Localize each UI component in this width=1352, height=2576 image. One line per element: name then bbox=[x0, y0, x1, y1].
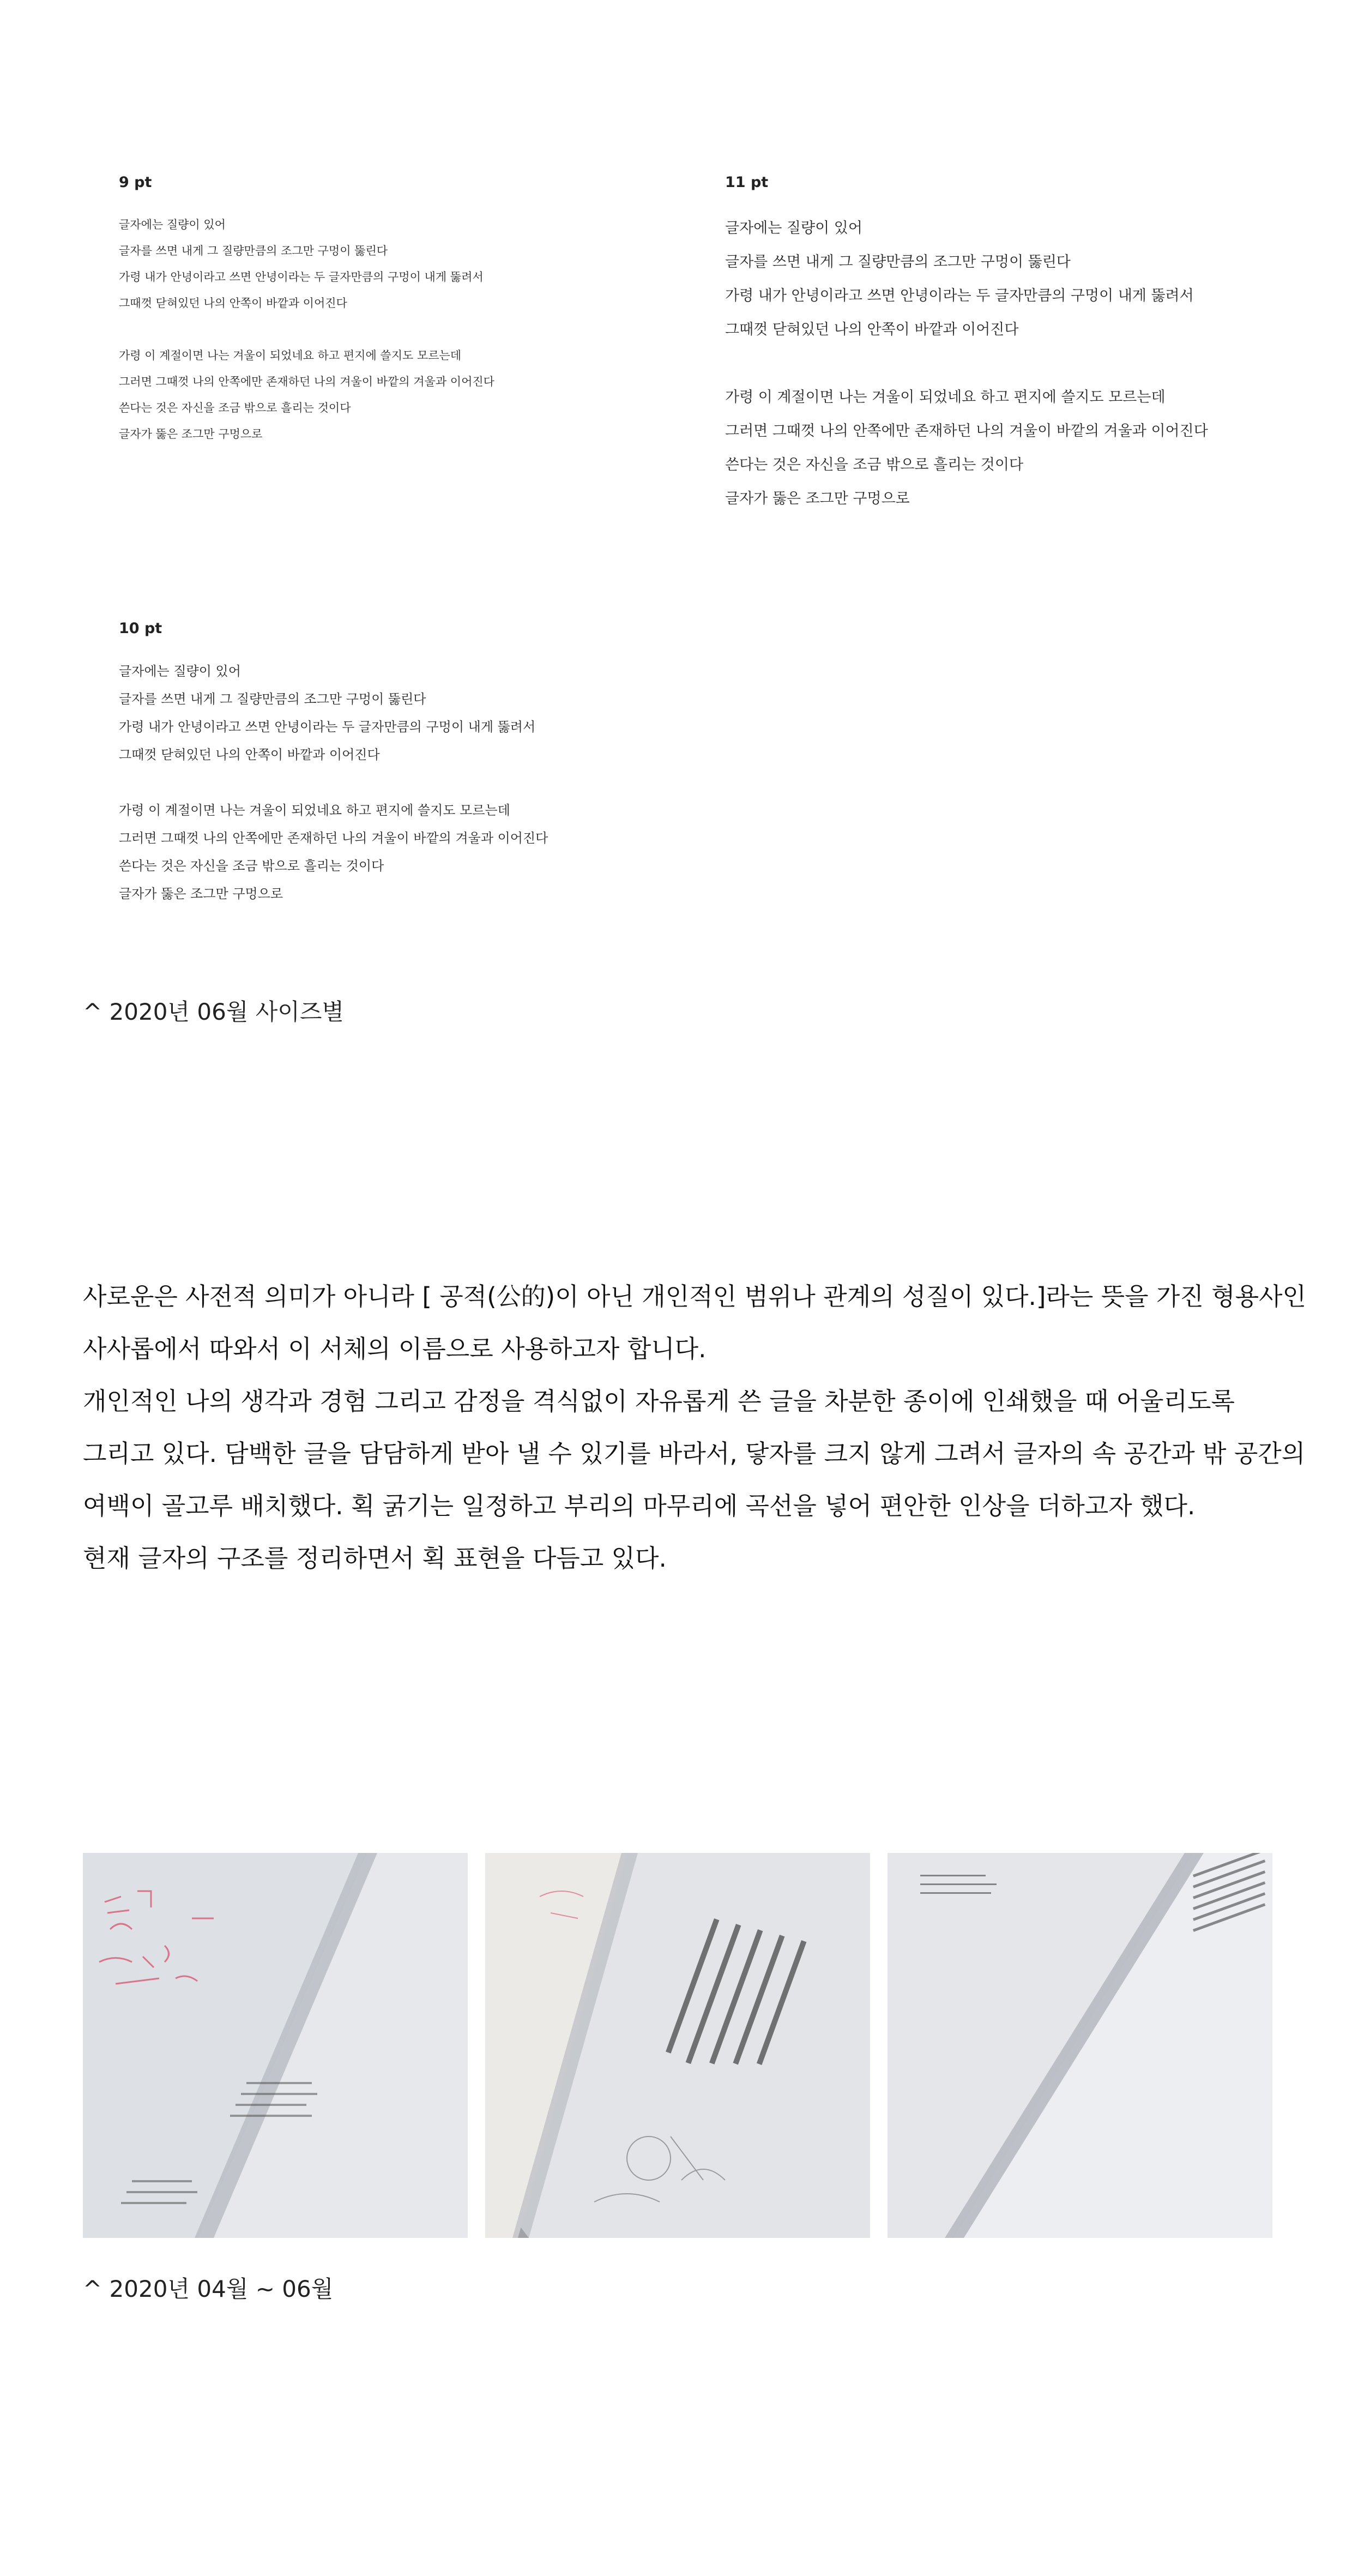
description-line: 현재 글자의 구조를 정리하면서 획 표현을 다듬고 있다. bbox=[83, 1544, 667, 1573]
sample-paragraph-2 bbox=[119, 342, 664, 447]
sample-line: 그러면 그때껏 나의 안쪽에만 존재하던 나의 겨울이 바깥의 겨울과 이어진다 bbox=[725, 423, 1208, 440]
sample-line: 가령 이 계절이면 나는 겨울이 되었네요 하고 편지에 쓸지도 모르는데 bbox=[119, 803, 510, 818]
sample-line: 가령 내가 안녕이라고 쓰면 안녕이라는 두 글자만큼의 구멍이 내게 뚫려서 bbox=[725, 287, 1194, 304]
sample-line: 그때껏 닫혀있던 나의 안쪽이 바깥과 이어진다 bbox=[119, 747, 380, 762]
sample-line: 그러면 그때껏 나의 안쪽에만 존재하던 나의 겨울이 바깥의 겨울과 이어진다 bbox=[119, 375, 494, 388]
sample-line: 글자를 쓰면 내게 그 질량만큼의 조그만 구멍이 뚫린다 bbox=[725, 254, 1071, 270]
sample-line: 그러면 그때껏 나의 안쪽에만 존재하던 나의 겨울이 바깥의 겨울과 이어진다 bbox=[119, 830, 548, 846]
sample-line: 글자를 쓰면 내게 그 질량만큼의 조그만 구멍이 뚫린다 bbox=[119, 691, 426, 707]
sample-size-label: 9 pt bbox=[119, 174, 152, 191]
sample-size-label: 10 pt bbox=[119, 620, 162, 637]
sample-line: 글자가 뚫은 조그만 구멍으로 bbox=[119, 428, 263, 441]
sample-line: 그때껏 닫혀있던 나의 안쪽이 바깥과 이어진다 bbox=[119, 297, 347, 310]
description-line: 그리고 있다. 담백한 글을 담담하게 받아 낼 수 있기를 바라서, 닿자를 크지 않게 그려서 글자의 속 공간과 밖 공간의 bbox=[83, 1439, 1306, 1468]
sample-line: 글자가 뚫은 조그만 구멍으로 bbox=[725, 490, 910, 507]
caption-photos: ^ 2020년 04월 ~ 06월 bbox=[83, 2276, 334, 2302]
sample-line: 가령 내가 안녕이라고 쓰면 안녕이라는 두 글자만큼의 구멍이 내게 뚫려서 bbox=[119, 270, 484, 284]
sample-line: 그때껏 닫혀있던 나의 안쪽이 바깥과 이어진다 bbox=[725, 321, 1019, 338]
sample-paragraph-2 bbox=[119, 797, 719, 908]
description-line: 사사롭에서 따와서 이 서체의 이름으로 사용하고자 합니다. bbox=[83, 1334, 707, 1363]
typeface-description bbox=[83, 1271, 1307, 1585]
description-line: 여백이 골고루 배치했다. 획 굵기는 일정하고 부리의 마무리에 곡선을 넣어 편안한 인상을 더하고자 했다. bbox=[83, 1491, 1196, 1520]
photo-illustration bbox=[888, 1853, 1272, 2238]
type-sample-10pt bbox=[119, 619, 719, 908]
photo-booklet-red-annotations bbox=[83, 1853, 468, 2238]
sample-paragraph-1 bbox=[119, 658, 719, 769]
photo-illustration bbox=[83, 1853, 468, 2238]
sample-line: 가령 이 계절이면 나는 겨울이 되었네요 하고 편지에 쓸지도 모르는데 bbox=[119, 349, 462, 362]
photo-booklet-printed-block bbox=[888, 1853, 1272, 2238]
sample-paragraph-1 bbox=[725, 212, 1270, 347]
sample-line: 글자가 뚫은 조그만 구멍으로 bbox=[119, 886, 283, 901]
sample-paragraph-2 bbox=[725, 381, 1270, 516]
type-sample-11pt bbox=[725, 173, 1270, 516]
sample-line: 쓴다는 것은 자신을 조금 밖으로 흘리는 것이다 bbox=[119, 858, 384, 874]
sample-line: 가령 내가 안녕이라고 쓰면 안녕이라는 두 글자만큼의 구멍이 내게 뚫려서 bbox=[119, 719, 536, 735]
sample-line: 글자를 쓰면 내게 그 질량만큼의 조그만 구멍이 뚫린다 bbox=[119, 244, 388, 257]
sample-paragraph-1 bbox=[119, 212, 664, 316]
description-line: 사로운은 사전적 의미가 아니라 [ 공적(公的)이 아닌 개인적인 범위나 관계의 성질이 있다.]라는 뜻을 가진 형용사인 bbox=[83, 1282, 1307, 1311]
description-line: 개인적인 나의 생각과 경험 그리고 감정을 격식없이 자유롭게 쓴 글을 차분한 종이에 인쇄했을 때 어울리도록 bbox=[83, 1387, 1235, 1416]
sample-size-label: 11 pt bbox=[725, 174, 769, 191]
sample-line: 쓴다는 것은 자신을 조금 밖으로 흘리는 것이다 bbox=[119, 401, 351, 414]
sample-line: 가령 이 계절이면 나는 겨울이 되었네요 하고 편지에 쓸지도 모르는데 bbox=[725, 389, 1166, 406]
photo-booklet-vertical-text bbox=[485, 1853, 870, 2238]
type-sample-9pt bbox=[119, 173, 664, 447]
sample-line: 글자에는 질량이 있어 bbox=[119, 664, 241, 679]
photo-illustration bbox=[485, 1853, 870, 2238]
sample-line: 글자에는 질량이 있어 bbox=[725, 220, 862, 237]
sample-line: 쓴다는 것은 자신을 조금 밖으로 흘리는 것이다 bbox=[725, 456, 1024, 473]
caption-size-samples: ^ 2020년 06월 사이즈별 bbox=[83, 998, 345, 1025]
sample-line: 글자에는 질량이 있어 bbox=[119, 218, 226, 231]
